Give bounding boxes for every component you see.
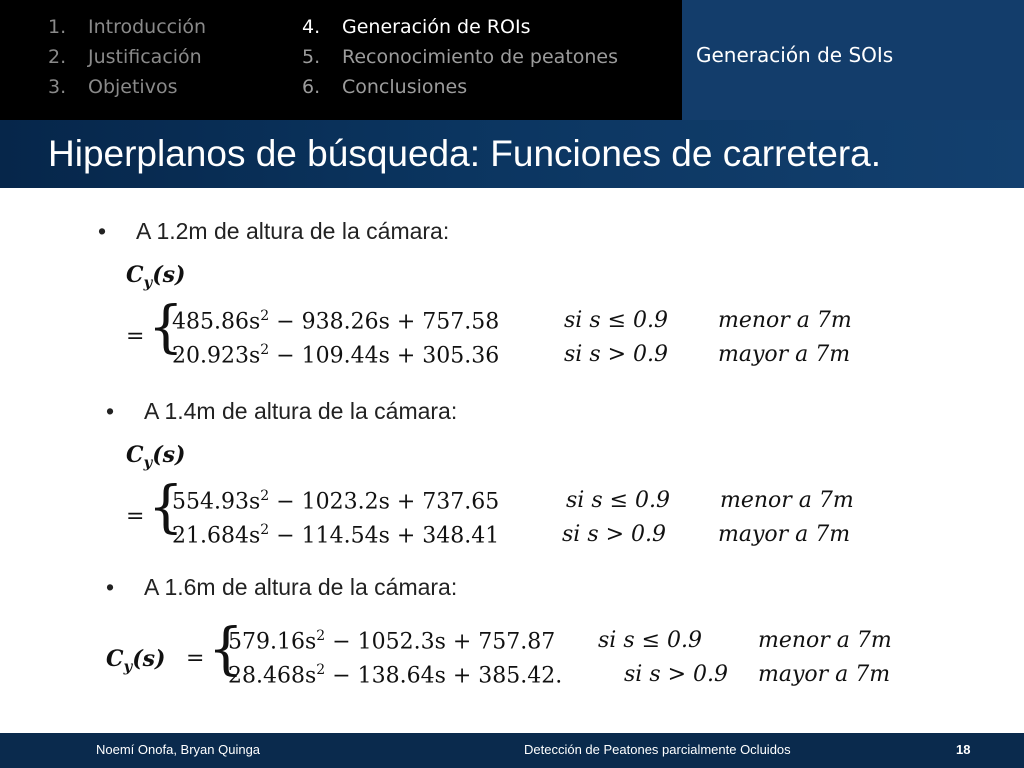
slide-title: Hiperplanos de búsqueda: Funciones de carretera. (48, 133, 882, 174)
current-section (682, 0, 1024, 120)
equation-case: $28.468s^2 - 138.64s + 385.42$. si s > 0.9 mayor a 7m (228, 662, 891, 689)
equals-sign: = (186, 646, 205, 671)
bullet-heading: • A 1.6m de altura de la cámara: (106, 574, 458, 600)
agenda-item[interactable]: 1. Introducción (48, 16, 207, 38)
agenda-item[interactable]: 3. Objetivos (48, 76, 178, 98)
bullet-heading: • A 1.2m de altura de la cámara: (98, 218, 450, 244)
equation-lhs: $C_y(s)$ (126, 442, 186, 472)
footer-authors: Noemí Onofa, Bryan Quinga (96, 742, 261, 757)
bullet-heading: • A 1.4m de altura de la cámara: (106, 398, 458, 424)
page-number: 18 (956, 742, 971, 757)
agenda-item-active[interactable]: 4. Generación de ROIs (302, 16, 531, 38)
agenda-column-2 (302, 12, 618, 102)
header-bar (0, 0, 1024, 120)
equation-lhs: $C_y(s)$ (126, 262, 186, 292)
footer-bar (0, 733, 1024, 768)
agenda-item[interactable]: 6. Conclusiones (302, 76, 468, 98)
agenda-column-1 (48, 12, 206, 102)
equation (126, 442, 886, 552)
left-brace: { (148, 295, 184, 360)
equation-case: $20.923s^2 - 109.44s + 305.36$ si s > 0.9 mayor a 7m (172, 342, 851, 369)
left-brace: { (208, 617, 244, 682)
footer-subject: Detección de Peatones parcialmente Ocluidos (524, 742, 791, 757)
equation-case: $554.93s^2 - 1023.2s + 737.65$ si s ≤ 0.9 menor a 7m (172, 488, 854, 515)
agenda-item[interactable]: 2. Justificación (48, 46, 202, 68)
equation-case: $21.684s^2 - 114.54s + 348.41$ si s > 0.9 mayor a 7m (172, 522, 851, 549)
current-section-label: Generación de SOIs (696, 43, 894, 67)
title-bar (0, 120, 1024, 188)
equation (126, 262, 886, 372)
equation (106, 618, 926, 698)
left-brace: { (148, 475, 184, 540)
equation-case: $579.16s^2 - 1052.3s + 757.87$ si s ≤ 0.9 menor a 7m (228, 628, 892, 655)
equation-case: $485.86s^2 - 938.26s + 757.58$ si s ≤ 0.9 menor a 7m (172, 308, 852, 335)
agenda-item[interactable]: 5. Reconocimiento de peatones (302, 46, 619, 68)
equals-sign: = (126, 504, 145, 529)
equation-lhs: $C_y(s)$ (106, 646, 166, 676)
equals-sign: = (126, 324, 145, 349)
